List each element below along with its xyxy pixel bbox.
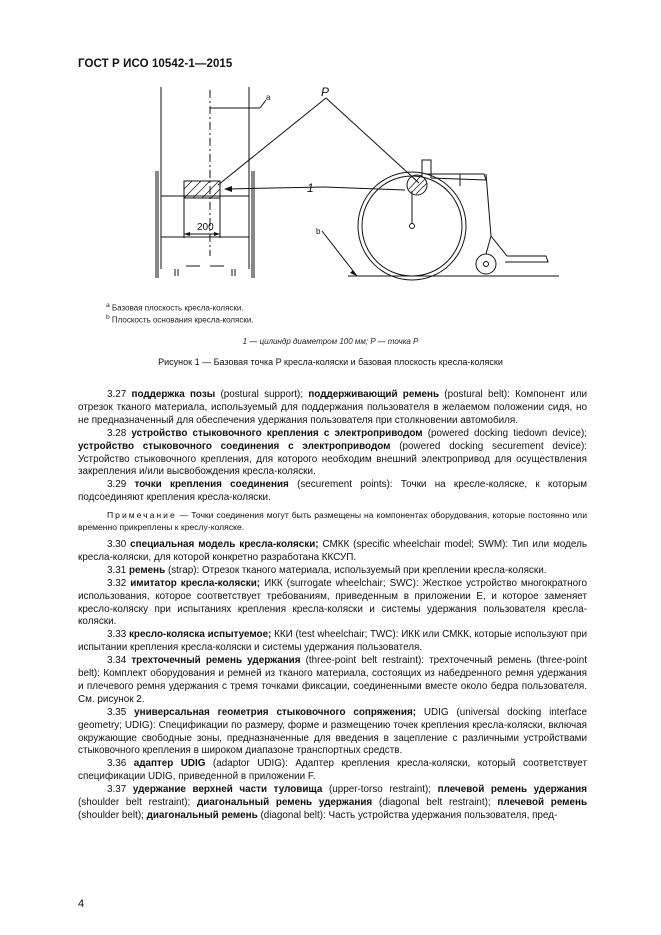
label-b: b bbox=[316, 227, 321, 236]
caster-wheel bbox=[476, 254, 496, 274]
wheel-hub bbox=[410, 224, 415, 229]
term-3-34: 3.34 трехточечный ремень удержания (three-point belt restraint): трехточечный ремень (three-point belt): Комплект оборудования и ремней из тканого материала, состоящих из набедренного ремня удержания и плечевого ремня удержания с тремя точками фиксации, соединенными вместе около бедра пользователя. См. рисунок 2. bbox=[78, 655, 587, 705]
leader-b bbox=[322, 231, 357, 276]
footrest bbox=[486, 174, 548, 262]
caster-fork bbox=[486, 236, 491, 254]
page-number: 4 bbox=[78, 898, 85, 910]
label-a: a bbox=[266, 93, 271, 102]
term-3-32: 3.32 имитатор кресла-коляски; ИКК (surrogate wheelchair; SWC): Жесткое устройство многократного использования, которое соответствует требованиям, приведенным в приложении Е, и которое заменяет кресло-коляску при испытаниях крепления кресла-коляски и системы удержания пользователя кресла-коляски. bbox=[78, 577, 587, 628]
term-3-27: 3.27 поддержка позы (postural support); поддерживающий ремень (postural belt): Компонент или отрезок тканого материала, используемый для поддержания пользователя в желаемом положении сидя, но не предназначенный для обеспечения удержания пользователя при столкновении автомобиля. bbox=[78, 389, 588, 426]
leader-1-side bbox=[324, 187, 405, 190]
term-3-36: 3.36 адаптер UDIG (adaptor UDIG): Адаптер крепления кресла-коляски, который соответствует спецификации UDIG, приведенной в приложении F. bbox=[78, 758, 587, 783]
label-p: P bbox=[321, 86, 330, 99]
figure-wheelchair-diagram bbox=[100, 86, 560, 286]
term-3-33: 3.33 кресло-коляска испытуемое; ККИ (test wheelchair; TWC): ИКК или СМКК, которые используют при испытании крепления кресла-коляски и системы удержания пользователя. bbox=[78, 629, 587, 654]
cylinder-hatching bbox=[184, 181, 220, 198]
label-1: 1 bbox=[307, 181, 314, 195]
term-3-37: 3.37 удержание верхней части туловища (upper-torso restraint); плечевой ремень удержания (shoulder belt restraint); диагональный ремень удержания (diagonal belt restraint); плечевой ремень (shoulder belt); диагональный ремень (diagonal belt): Часть устройства удержания пользователя, пред- bbox=[78, 784, 588, 821]
term-3-29: 3.29 точки крепления соединения (securement points): Точки на кресле-коляске, к которым подсоединяют крепления кресла-коляски. bbox=[78, 479, 588, 504]
dimension-200: 200 bbox=[197, 222, 214, 233]
caster-hub bbox=[484, 262, 489, 267]
document-header: ГОСТ Р ИСО 10542-1—2015 bbox=[78, 58, 233, 70]
body-text bbox=[78, 389, 587, 823]
figure-note-a: $^a$ Базовая плоскость кресла-коляски. bbox=[106, 302, 244, 313]
term-3-30: 3.30 специальная модель кресла-коляски; СМКК (specific wheelchair model; SWM): Тип или модель кресла-коляски, для которой конкретно разработана ККСУП. bbox=[78, 538, 588, 563]
term-3-31: 3.31 ремень (strap): Отрезок тканого материала, используемый при креплении кресла-коляски. bbox=[107, 564, 547, 576]
note-3-29: Примечание — Точки соединения могут быть размещены на компонентах оборудования, которые постоянно или временно прикреплены к креслу-коляске. bbox=[78, 510, 587, 532]
leader-p-front bbox=[218, 98, 326, 185]
term-3-35: 3.35 универсальная геометрия стыковочного сопряжения; UDIG (universal docking interface geometry; UDIG): Спецификации по размеру, форме и размещению точек крепления кресла-коляски, включая окружающие свободные зоны, предназначенные для введения в зацепление с различными устройствами стыковочного крепления в широком диапазоне транспортных средств. bbox=[78, 706, 587, 757]
term-3-28: 3.28 устройство стыковочного крепления с электроприводом (powered docking tiedown device); устройство стыковочного соединения с электроприводом (powered docking securement device): Устройство стыковочного крепления, для которого необходим внешний электропривод для осуществления закрепления и/или высвобождения кресла-коляски. bbox=[78, 427, 588, 478]
cylinder-side bbox=[407, 175, 427, 195]
rear-wheel bbox=[358, 172, 466, 280]
leader-p-side bbox=[326, 98, 419, 183]
figure-note-b: $^b$ Плоскость основания кресла-коляски. bbox=[106, 314, 254, 325]
figure-caption: Рисунок 1 — Базовая точка P кресла-коляски и базовая плоскость кресла-коляски bbox=[158, 357, 503, 367]
figure-legend: 1 — цилиндр диаметром 100 мм; P — точка P bbox=[242, 337, 419, 346]
